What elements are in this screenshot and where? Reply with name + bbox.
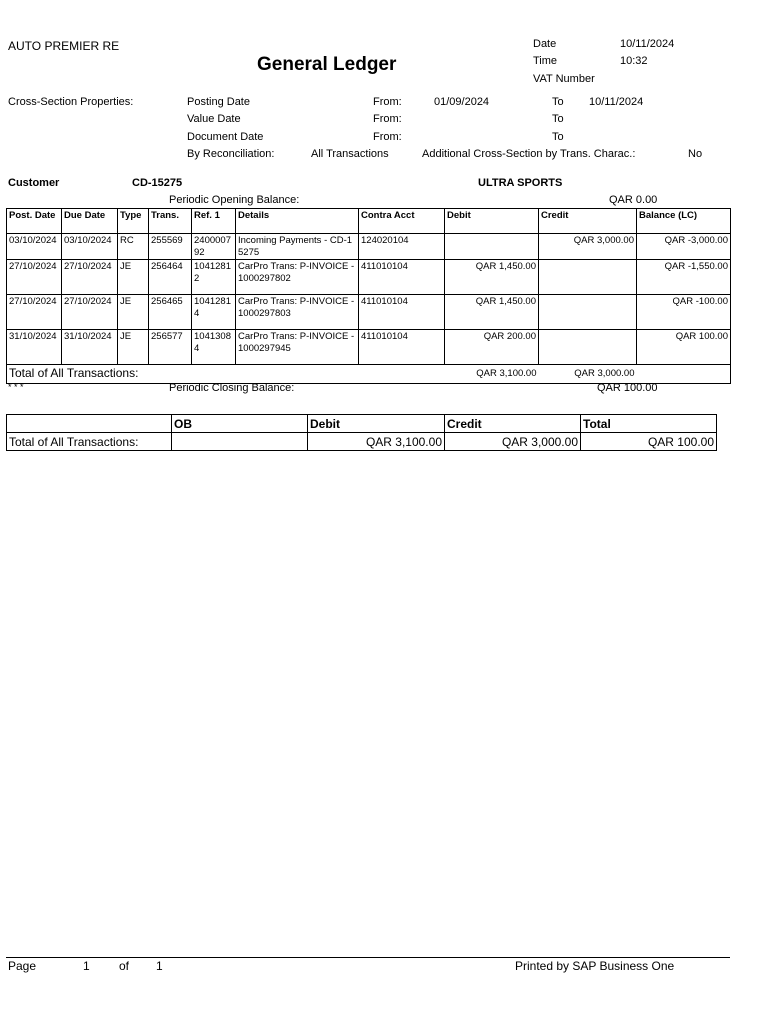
cell-post-date: 31/10/2024 [7,330,62,365]
summary-col-blank [7,415,172,433]
col-due-date: Due Date [62,209,118,234]
ledger-total-debit: QAR 3,100.00 [445,365,539,384]
cell-type: JE [118,295,149,330]
col-post-date: Post. Date [7,209,62,234]
cell-ref1: 240000792 [192,234,236,260]
ledger-header-row [7,209,731,234]
table-row [7,260,731,295]
criteria-from-label: From: [373,113,402,125]
col-debit: Debit [445,209,539,234]
col-credit: Credit [539,209,637,234]
cell-details: CarPro Trans: P-INVOICE - 1000297945 [236,330,359,365]
cell-balance: QAR -100.00 [637,295,731,330]
cell-trans: 256464 [149,260,192,295]
criteria-from-value: 01/09/2024 [434,96,490,108]
col-balance: Balance (LC) [637,209,731,234]
col-ref1: Ref. 1 [192,209,236,234]
cell-details: Incoming Payments - CD-15275 [236,234,359,260]
cell-trans: 255569 [149,234,192,260]
additional-cross-section-value: No [688,148,703,160]
reconciliation-value: All Transactions [311,148,389,160]
ledger-table [6,208,731,384]
footer-of-label: of [119,959,130,973]
summary-table [6,414,717,451]
summary-col-credit: Credit [445,415,581,433]
cell-ref1: 10412814 [192,295,236,330]
cell-details: CarPro Trans: P-INVOICE - 1000297803 [236,295,359,330]
cell-due-date: 27/10/2024 [62,260,118,295]
ledger-total-credit: QAR 3,000.00 [539,365,637,384]
cell-details: CarPro Trans: P-INVOICE - 1000297802 [236,260,359,295]
criteria-document-date-label: Document Date [187,131,264,143]
criteria-to-value: 10/11/2024 [589,96,644,108]
summary-row [7,433,717,451]
opening-balance-value: QAR 0.00 [609,194,658,206]
cell-contra-acct: 411010104 [359,260,445,295]
ledger-total-balance-empty [637,365,731,384]
cell-trans: 256465 [149,295,192,330]
footer-divider [6,957,730,958]
cell-debit [445,234,539,260]
opening-balance-label: Periodic Opening Balance: [169,194,300,206]
criteria-from-label: From: [373,131,402,143]
criteria-to-label: To [552,113,564,125]
cell-balance: QAR -1,550.00 [637,260,731,295]
time-label: Time [533,55,558,67]
table-row [7,295,731,330]
table-row [7,330,731,365]
cell-balance: QAR -3,000.00 [637,234,731,260]
cross-section-label: Cross-Section Properties: [8,96,134,108]
date-label: Date [533,38,557,50]
cell-debit: QAR 1,450.00 [445,260,539,295]
customer-name: ULTRA SPORTS [478,177,563,189]
cell-due-date: 03/10/2024 [62,234,118,260]
table-row [7,234,731,260]
date-value: 10/11/2024 [620,38,675,50]
cell-due-date: 31/10/2024 [62,330,118,365]
summary-credit: QAR 3,000.00 [445,433,581,451]
summary-total: QAR 100.00 [581,433,717,451]
footer-printed-by: Printed by SAP Business One [515,959,675,973]
col-trans: Trans. [149,209,192,234]
cell-type: JE [118,330,149,365]
report-title: General Ledger [257,54,397,75]
cell-post-date: 27/10/2024 [7,295,62,330]
footer-page-label: Page [8,959,37,973]
col-contra-acct: Contra Acct [359,209,445,234]
criteria-to-label: To [552,96,564,108]
cell-contra-acct: 124020104 [359,234,445,260]
time-value: 10:32 [620,55,648,67]
ledger-total-label: Total of All Transactions: [7,365,236,384]
summary-ob [172,433,308,451]
cell-credit: QAR 3,000.00 [539,234,637,260]
cell-ref1: 10413084 [192,330,236,365]
cell-trans: 256577 [149,330,192,365]
additional-cross-section-label: Additional Cross-Section by Trans. Charac.: [422,148,636,160]
customer-label: Customer [8,177,60,189]
cell-debit: QAR 200.00 [445,330,539,365]
cell-contra-acct: 411010104 [359,295,445,330]
summary-row-label: Total of All Transactions: [7,433,172,451]
summary-col-ob: OB [172,415,308,433]
footer-page-total: 1 [156,959,163,973]
col-details: Details [236,209,359,234]
cell-post-date: 27/10/2024 [7,260,62,295]
cell-ref1: 10412812 [192,260,236,295]
ledger-total-row [7,365,731,384]
criteria-from-label: From: [373,96,402,108]
criteria-posting-date-label: Posting Date [187,96,250,108]
cell-post-date: 03/10/2024 [7,234,62,260]
customer-code: CD-15275 [132,177,183,189]
cell-debit: QAR 1,450.00 [445,295,539,330]
cell-type: JE [118,260,149,295]
footer-page-number: 1 [83,959,90,973]
cell-credit [539,330,637,365]
company-name: AUTO PREMIER RE [8,39,120,53]
cell-due-date: 27/10/2024 [62,295,118,330]
cell-credit [539,295,637,330]
closing-balance-label: Periodic Closing Balance: [169,382,295,394]
summary-header-row [7,415,717,433]
vat-number-label: VAT Number [533,73,595,85]
cell-contra-acct: 411010104 [359,330,445,365]
cell-credit [539,260,637,295]
closing-marker: * * * [8,382,24,392]
ledger-total-spacer [236,365,445,384]
col-type: Type [118,209,149,234]
cell-balance: QAR 100.00 [637,330,731,365]
closing-balance-value: QAR 100.00 [597,382,658,394]
summary-col-debit: Debit [308,415,445,433]
summary-col-total: Total [581,415,717,433]
cell-type: RC [118,234,149,260]
summary-debit: QAR 3,100.00 [308,433,445,451]
criteria-to-label: To [552,131,564,143]
reconciliation-label: By Reconciliation: [187,148,275,160]
criteria-value-date-label: Value Date [187,113,241,125]
